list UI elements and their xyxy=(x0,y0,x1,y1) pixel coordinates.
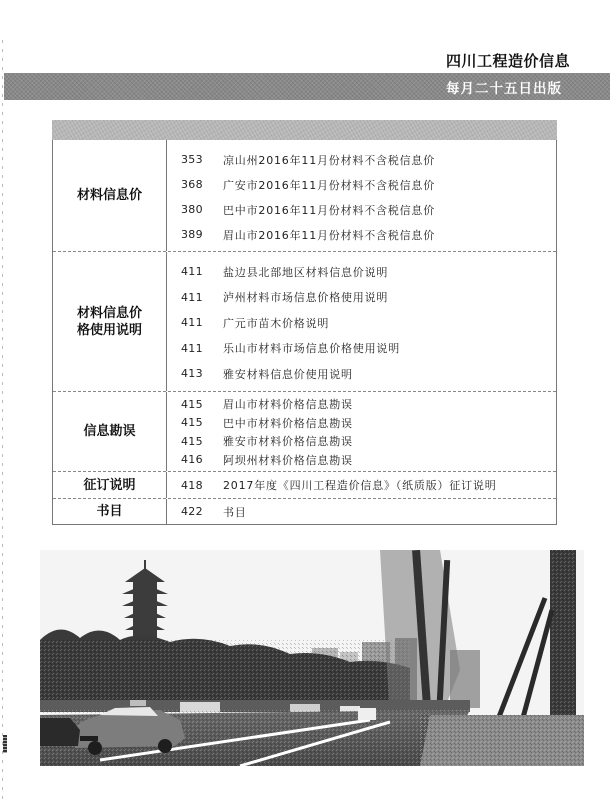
toc-category-line: 格使用说明 xyxy=(76,322,142,338)
toc-page-number: 380 xyxy=(181,203,203,216)
toc-section-price-usage-notes xyxy=(53,252,556,392)
toc-category: 征订说明 xyxy=(53,472,167,498)
toc-entry[interactable] xyxy=(181,414,556,433)
toc-category-line: 材料信息价 xyxy=(76,305,142,321)
journal-title: 四川工程造价信息 xyxy=(446,52,571,70)
toc-page-number: 411 xyxy=(181,265,203,279)
toc-entry-title: 书目 xyxy=(223,505,247,519)
toc-entry-title: 乐山市材料市场信息价格使用说明 xyxy=(223,342,400,356)
toc-page-number: 415 xyxy=(181,416,203,430)
toc-page-number: 411 xyxy=(181,341,203,355)
scan-page-edge xyxy=(2,40,3,800)
toc-category: 书目 xyxy=(53,499,167,524)
toc-entry-title: 眉山市2016年11月份材料不含税信息价 xyxy=(223,228,435,242)
toc-entry-title: 雅安市材料价格信息勘误 xyxy=(223,435,353,449)
toc-entry[interactable] xyxy=(181,451,556,470)
toc-entry-title: 阿坝州材料价格信息勘误 xyxy=(223,453,353,467)
toc-page-number: 411 xyxy=(181,290,203,304)
toc-entry[interactable] xyxy=(181,285,556,311)
toc-entry-title: 2017年度《四川工程造价信息》（纸质版）征订说明 xyxy=(223,479,497,492)
toc-entries xyxy=(167,499,556,524)
city-road-photo xyxy=(40,550,584,766)
toc-page-number: 422 xyxy=(181,505,203,518)
toc-section-errata xyxy=(53,392,556,472)
toc-page-number: 368 xyxy=(181,178,203,191)
toc-entry-title: 凉山州2016年11月份材料不含税信息价 xyxy=(223,153,435,167)
table-of-contents xyxy=(52,120,557,525)
toc-entry-title: 盐边县北部地区材料信息价说明 xyxy=(223,265,389,279)
toc-page-number: 416 xyxy=(181,453,203,467)
toc-entry-title: 泸州材料市场信息价格使用说明 xyxy=(223,291,389,305)
toc-entry[interactable] xyxy=(181,432,556,451)
toc-entry-title: 眉山市材料价格信息勘误 xyxy=(223,398,353,412)
toc-entries xyxy=(167,252,556,391)
scan-registration-mark xyxy=(3,735,7,753)
toc-entries xyxy=(167,472,556,498)
header-band xyxy=(4,73,610,100)
toc-entry-title: 巴中市2016年11月份材料不含税信息价 xyxy=(223,203,435,217)
toc-page-number: 413 xyxy=(181,367,203,381)
toc-page-number: 415 xyxy=(181,397,203,411)
toc-entry[interactable] xyxy=(181,147,556,172)
toc-category: 信息勘误 xyxy=(53,392,167,471)
toc-entry-title: 广安市2016年11月份材料不含税信息价 xyxy=(223,178,435,192)
toc-page-number: 411 xyxy=(181,316,203,330)
toc-page-number: 389 xyxy=(181,228,203,241)
toc-entry[interactable] xyxy=(181,259,556,285)
toc-entry[interactable] xyxy=(181,472,556,498)
toc-entry[interactable] xyxy=(181,222,556,247)
toc-category xyxy=(53,252,167,391)
publication-schedule: 每月二十五日出版 xyxy=(446,81,562,97)
toc-page-number: 415 xyxy=(181,434,203,448)
toc-section-bibliography xyxy=(53,499,556,524)
toc-entry[interactable] xyxy=(181,310,556,336)
toc-entry[interactable] xyxy=(181,336,556,362)
toc-page-number: 353 xyxy=(181,153,203,166)
toc-entry[interactable] xyxy=(181,395,556,414)
toc-entries xyxy=(167,392,556,471)
toc-category: 材料信息价 xyxy=(53,140,167,251)
toc-section-material-prices xyxy=(53,140,556,252)
toc-entry[interactable] xyxy=(181,197,556,222)
toc-entry[interactable] xyxy=(181,499,556,524)
toc-entries xyxy=(167,140,556,251)
toc-entry-title: 巴中市材料价格信息勘误 xyxy=(223,416,353,430)
toc-entry-title: 雅安材料信息价使用说明 xyxy=(223,367,353,381)
toc-entry-title: 广元市苗木价格说明 xyxy=(223,316,330,330)
toc-entry[interactable] xyxy=(181,361,556,387)
toc-header-band xyxy=(52,120,557,140)
toc-section-subscription xyxy=(53,472,556,499)
toc-entry[interactable] xyxy=(181,172,556,197)
toc-table xyxy=(52,140,557,525)
toc-page-number: 418 xyxy=(181,478,203,492)
